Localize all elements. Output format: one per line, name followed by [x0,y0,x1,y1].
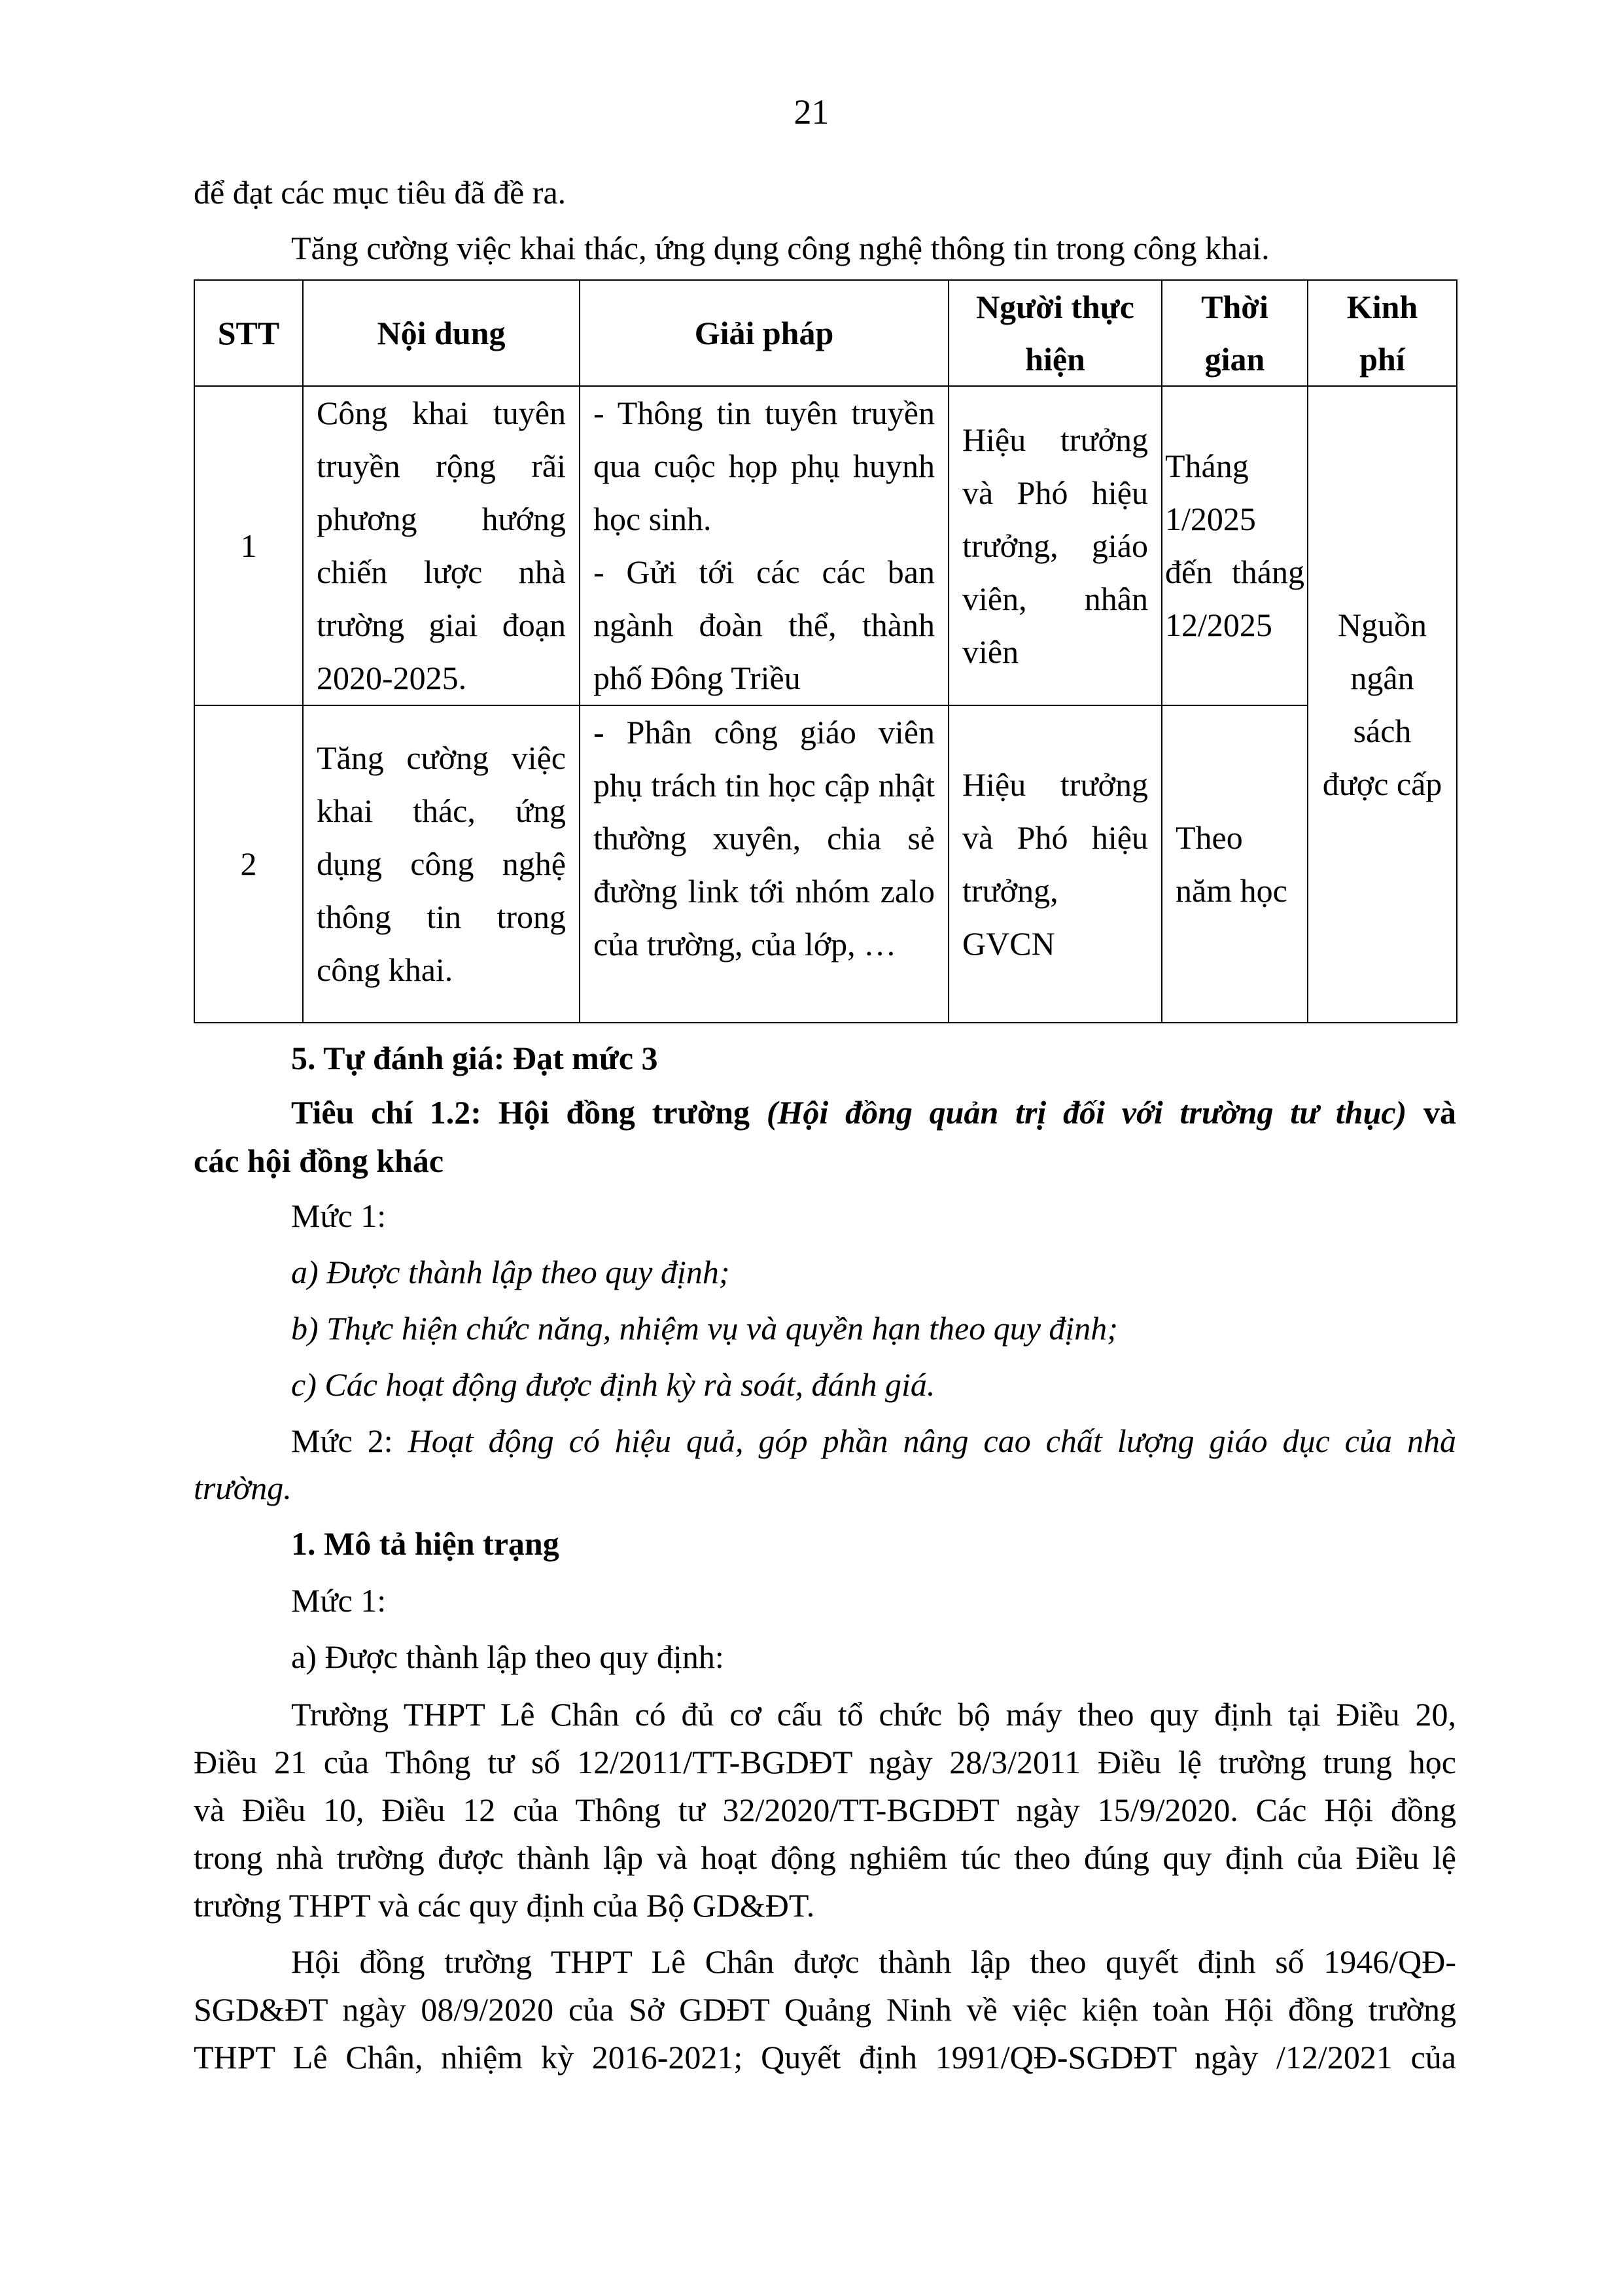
kinh-phi-cell: Nguồn ngân sách được cấp [1308,386,1457,1023]
header-giai-phap: Giải pháp [580,280,949,386]
section-1-title: 1. Mô tả hiện trạng [291,1525,559,1562]
header-noi-dung: Nội dung [303,280,580,386]
row-stt: 1 [194,386,303,705]
level-2-line-cont: trường. [194,1470,292,1506]
section-1-item-a: a) Được thành lập theo quy định: [291,1638,724,1675]
level-1-item-b: b) Thực hiện chức năng, nhiệm vụ và quyền hạn theo quy định; [291,1310,1118,1347]
intro-line: để đạt các mục tiêu đã đề ra. [194,174,567,211]
row-thoi-gian: Theo năm học [1162,705,1308,1023]
self-assessment-heading: 5. Tự đánh giá: Đạt mức 3 [291,1040,658,1076]
level-2-label: Mức 2: [291,1422,408,1459]
row-thoi-gian: Tháng 1/2025 đến tháng 12/2025 [1162,386,1308,705]
level-2-text: Hoạt động có hiệu quả, góp phần nâng cao chất lượng giáo dục của nhà [408,1422,1456,1459]
page-number: 21 [794,92,829,132]
row-giai-phap [580,705,949,1023]
header-thoi-gian: Thời gian [1162,280,1308,386]
paragraph-line: trường THPT và các quy định của Bộ GD&ĐT. [194,1887,815,1924]
criterion-prefix: Tiêu chí 1.2: Hội đồng trường [291,1094,767,1131]
paragraph-line: trong nhà trường được thành lập và hoạt động nghiêm túc theo đúng quy định của Điều lệ [194,1839,1456,1876]
paragraph-line: Điều 21 của Thông tư số 12/2011/TT-BGDĐT ngày 28/3/2011 Điều lệ trường trung học [194,1744,1456,1780]
level-1-item-a: a) Được thành lập theo quy định; [291,1254,730,1290]
criterion-heading-cont: các hội đồng khác [194,1142,444,1179]
header-nguoi-thuc-hien: Người thực hiện [949,280,1162,386]
giai-phap-item: - Gửi tới các các ban ngành đoàn thể, thành phố Đông Triều [593,554,935,696]
paragraph-line: THPT Lê Chân, nhiệm kỳ 2016-2021; Quyết định 1991/QĐ-SGDĐT ngày /12/2021 của [194,2039,1456,2075]
section-1-level-1-label: Mức 1: [291,1582,387,1619]
table-row [194,705,1457,1023]
row-nguoi-thuc-hien: Hiệu trưởng và Phó hiệu trưởng, GVCN [949,705,1162,1023]
table-header-row [194,280,1457,386]
plan-table [194,279,1457,1023]
paragraph-line: Hội đồng trường THPT Lê Chân được thành lập theo quyết định số 1946/QĐ- [291,1943,1456,1980]
paragraph-line: và Điều 10, Điều 12 của Thông tư 32/2020/TT-BGDĐT ngày 15/9/2020. Các Hội đồng [194,1792,1456,1828]
intro-line: Tăng cường việc khai thác, ứng dụng công nghệ thông tin trong công khai. [291,230,1270,266]
level-2-line [291,1417,1456,1465]
row-noi-dung: Tăng cường việc khai thác, ứng dụng công nghệ thông tin trong công khai. [303,705,580,1023]
criterion-heading [291,1089,1456,1137]
criterion-suffix: và [1406,1094,1457,1131]
paragraph-line: SGD&ĐT ngày 08/9/2020 của Sở GDĐT Quảng Ninh về việc kiện toàn Hội đồng trường [194,1991,1456,2028]
paragraph-line: Trường THPT Lê Chân có đủ cơ cấu tổ chức bộ máy theo quy định tại Điều 20, [291,1696,1456,1733]
criterion-italic: (Hội đồng quản trị đối với trường tư thục) [766,1094,1407,1131]
row-giai-phap [580,386,949,705]
giai-phap-item: - Phân công giáo viên phụ trách tin học cập nhật thường xuyên, chia sẻ đường link tới nhóm zalo của trường, của lớp, … [593,714,935,963]
row-noi-dung: Công khai tuyên truyền rộng rãi phương hướng chiến lược nhà trường giai đoạn 2020-2025. [303,386,580,705]
row-nguoi-thuc-hien: Hiệu trưởng và Phó hiệu trưởng, giáo viên, nhân viên [949,386,1162,705]
header-stt: STT [194,280,303,386]
level-1-item-c: c) Các hoạt động được định kỳ rà soát, đánh giá. [291,1366,935,1403]
giai-phap-item: - Thông tin tuyên truyền qua cuộc họp phụ huynh học sinh. [593,395,935,537]
row-stt: 2 [194,705,303,1023]
header-kinh-phi: Kinh phí [1308,280,1457,386]
table-row [194,386,1457,705]
level-1-label: Mức 1: [291,1197,387,1234]
